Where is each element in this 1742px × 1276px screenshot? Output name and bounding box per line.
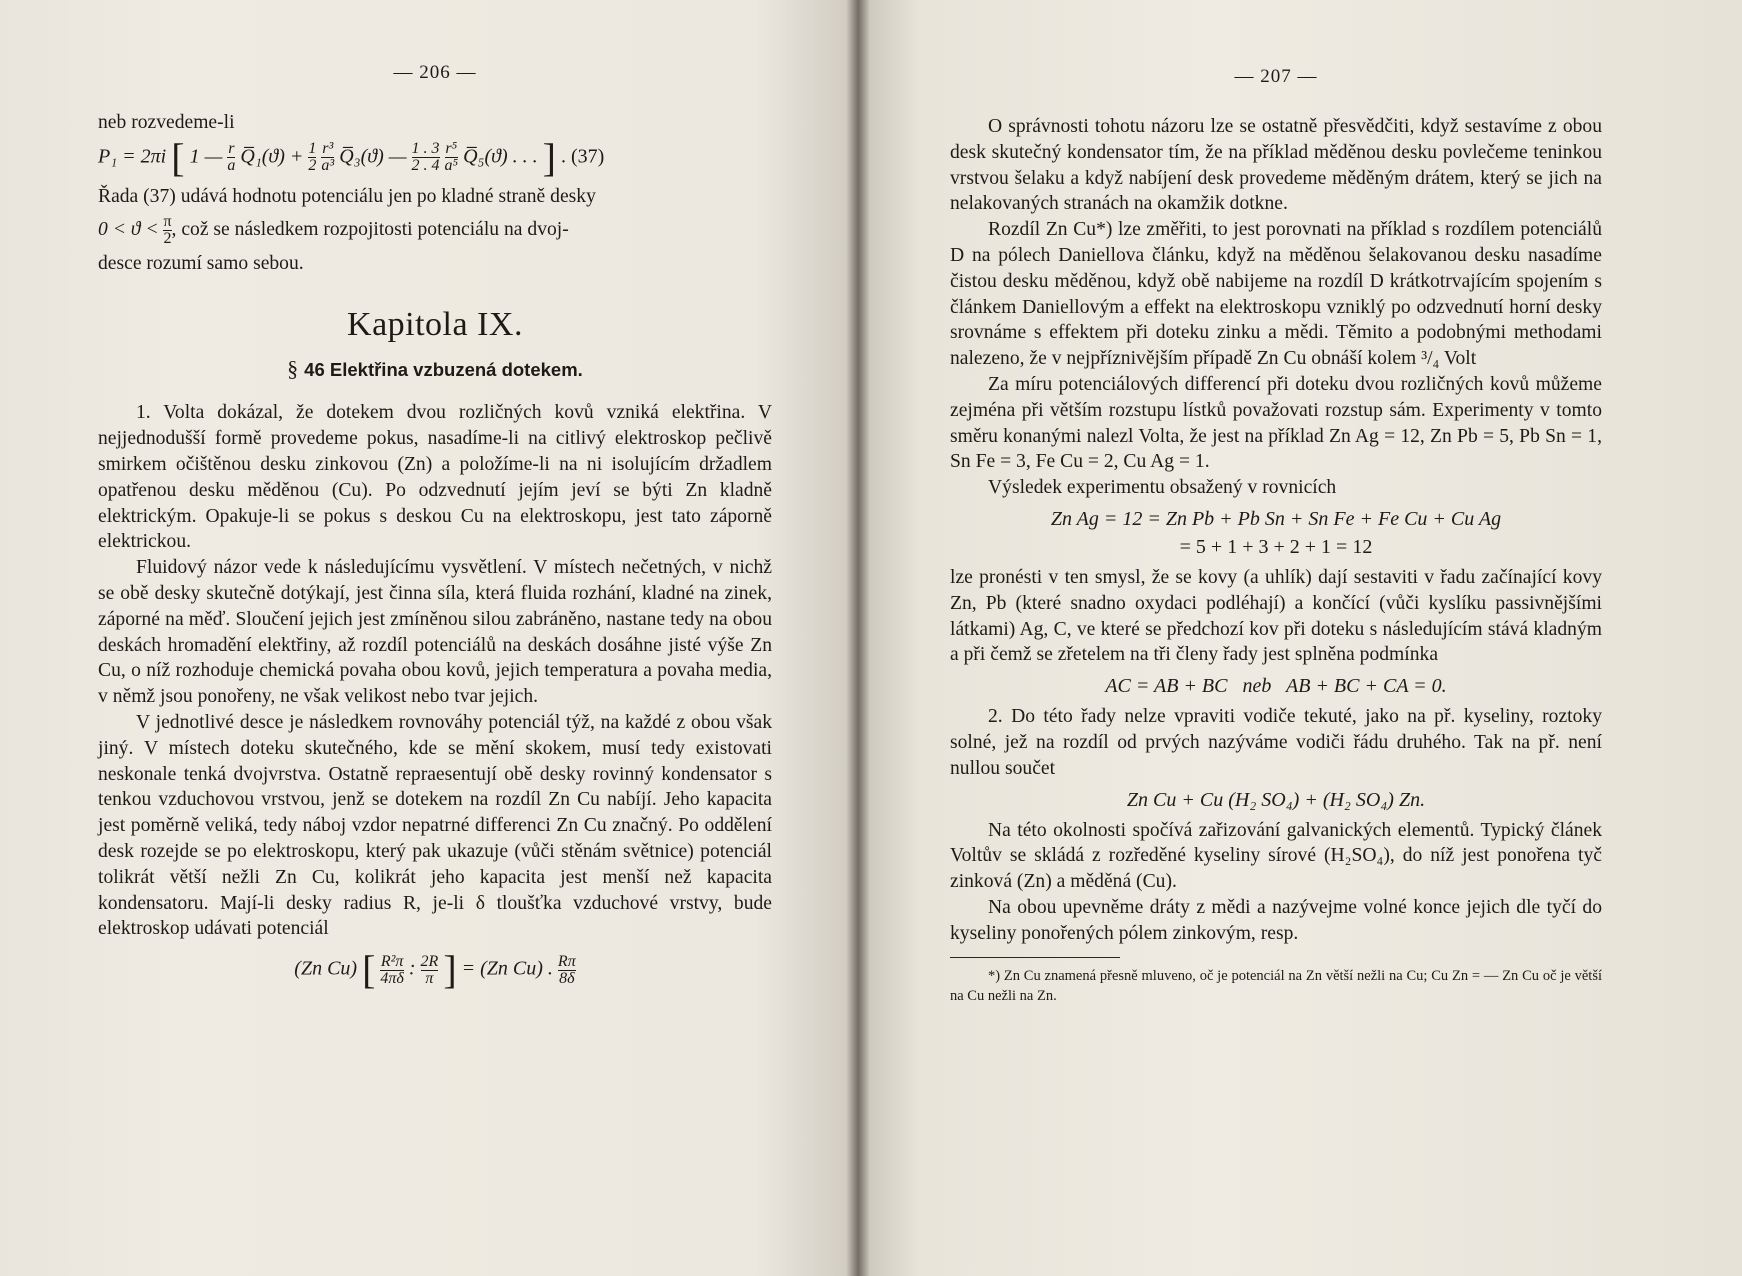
intro-text: neb rozvedeme-li	[98, 112, 235, 133]
footnote-rule	[950, 957, 1120, 958]
paragraph-right-2: Rozdíl Zn Cu*) lze změřiti, to jest porovnati na příklad s rozdílem potenciálů D na pólech Daniellova článku, když na měděnou šelakovanou desku nasadíme čistou desku měděnou, když obě nabijeme na rozdíl D krátkotrvajícím spojením s článkem Daniellovým a effekt na elektroskopu vzniklý po odzvednutí horní desky srovnáme s effektem při doteku zinku a mědi. Těmito a podobnými methodami nalezeno, že v nejpříznivějším případě Zn Cu obnáší kolem ³/₄ Volt	[950, 219, 1602, 370]
paragraph-right-5: lze pronésti v ten smysl, že se kovy (a uhlík) dají sestaviti v řadu začínající kovy Zn, Pb (které snadno oxydaci podléhají) a končící (vůči kyslíku passivnějšími látkami) Ag, C, ve které se předchozí kov při doteku s následujícím stává kladným a při čemž se zřetelem na tři členy řady jest splněna podmínka	[950, 566, 1602, 666]
paragraph-left-3: V jednotlivé desce je následkem rovnováhy potenciál týž, na každé z obou však jiný. V místech doteku skutečného, kde se mění skokem, musí tedy existovati neskonale tenká dvojvrstva. Ostatně repraesentují obě desky rovinný kondensator s tenkou vzduchovou vrstvou, jenž se dotekem na rozdíl Zn Cu nabíjí. Jeho kapacita jest poměrně veliká, tedy náboj vzdor nepatrné differenci Zn Cu značný. Po oddělení desk rozejde se po elektroskopu, který pak ukazuje (vůči stěnám světnice) potenciál tolikrát větší nežli Zn Cu, kolikrát jeho kapacita jest menší než kapacita kondensatoru. Mají-li desky radius R, je-li δ tloušťka vzduchové vrstvy, bude elektroskop udávati potenciál	[98, 711, 772, 940]
footnote: *) Zn Cu znamená přesně mluveno, oč je potenciál na Zn větší nežli na Cu; Cu Zn = — Zn Cu oč je větší na Cu nežli na Zn.	[950, 967, 1602, 1004]
book-gutter	[846, 0, 870, 1276]
page-number-left: — 206 —	[393, 62, 477, 83]
section-sign: §	[287, 356, 299, 382]
paragraph-left-1: 1. Volta dokázal, že dotekem dvou rozličných kovů vzniká elektřina. V nejjednodušší formě provedeme pokus, nasadíme-li na citlivý elektroskop pečlivě smirkem očištěnou desku zinkovou (Zn) a položíme-li na ni isolujícím držadlem opatřenou desku měděnou (Cu). Po odzvednutí jejím jeví se býti Zn kladně elektrickým. Opakuje-li se pokus s deskou Cu na elektroskopu, jest tato záporně elektrickou.	[98, 402, 772, 553]
page-number-right: — 207 —	[1234, 66, 1318, 87]
paragraph-right-7: Na této okolnosti spočívá zařizování galvanických elementů. Typický článek Voltův se skládá z rozředěné kyseliny sírové (H₂SO₄), do níž jest ponořena tyč zinková (Zn) a měděná (Cu).	[950, 819, 1602, 893]
equation-37: P₁ = 2πi [ 1 — $\frac{r}{a}$ Q̅₁(ϑ) + $\frac{1}{2}$ $\frac{\text{r³}}{\text{a³}}$ Q̅₃(ϑ) — $\frac{1 . 3}{2 . 4}$ $\frac{\text{r⁵}}{\text{a⁵}}$ Q̅₅(ϑ) . . . ] . (37)	[98, 134, 605, 180]
section-heading: § 46 Elektřina vzbuzená dotekem.	[287, 356, 583, 382]
paragraph-right-1: O správnosti tohotu názoru lze se ostatně přesvědčiti, když sestavíme z obou desk skutečný kondensator tím, že na příklad měděnou desku povlečeme teninkou vrstvou šelaku a když nabíjení desk provedeme měděným drátem, který se jich na nelakovaných stranách na okamžik dotkne.	[950, 116, 1602, 215]
rada-line-2: 0 < ϑ < $\frac{\pi}{2}$ , což se následkem rozpojitosti potenciálu na dvoj-	[98, 212, 569, 247]
equation-sum-3: Zn Cu + Cu (H₂ SO₄) + (H₂ SO₄) Zn.	[1126, 788, 1426, 811]
paragraph-right-6: 2. Do této řady nelze vpraviti vodiče tekuté, jako na př. kyseliny, roztoky solné, jež na rozdíl od prvých nazýváme vodiči řádu druhého. Tak na př. není nullou součet	[950, 706, 1602, 779]
bracket-close: ]	[542, 134, 556, 180]
rada-line-1: Řada (37) udává hodnotu potenciálu jen po kladné straně desky	[98, 185, 596, 207]
equation-condition: AC = AB + BC neb AB + BC + CA = 0.	[1105, 675, 1447, 698]
equation-sum-1: Zn Ag = 12 = Zn Pb + Pb Sn + Sn Fe + Fe Cu + Cu Ag	[1050, 507, 1502, 530]
right-page	[858, 0, 1742, 1276]
left-page	[0, 0, 858, 1276]
paragraph-right-4: Výsledek experimentu obsažený v rovnicích	[988, 477, 1337, 499]
paragraph-right-8: Na obou upevněme dráty z mědi a nazývejme volné konce jejich dle tyčí do kyseliny ponořených pólem zinkovým, resp.	[950, 896, 1602, 944]
paragraph-left-2: Fluidový názor vede k následujícímu vysvětlení. V místech nečetných, v nichž se obě desky skutečně dotýkají, jest činna síla, která fluida rozhání, kladné na zinek, záporné na měď. Sloučení jejich jest zmíněnou silou zabráněno, nastane tedy na obou deskách hromadění elektřiny, až rozdíl potenciálů na deskách dosáhne jisté výše Zn Cu, o níž rozhoduje chemická povaha obou kovů, jejich temperatura a povaha media, v němž jsou ponořeny, ne však velikost nebo tvar jejich.	[98, 557, 772, 708]
rada-line-3: desce rozumí samo sebou.	[98, 252, 304, 274]
bracket-open: [	[171, 134, 185, 180]
equation-sum-2: = 5 + 1 + 3 + 2 + 1 = 12	[1179, 535, 1373, 558]
paragraph-right-3: Za míru potenciálových differencí při doteku dvou rozličných kovů můžeme zejména při větším rozstupu lístků považovati rozstup sám. Experimenty v tomto směru konanými nalezl Volta, že jest na příklad Zn Ag = 12, Zn Pb = 5, Pb Sn = 1, Sn Fe = 3, Fe Cu = 2, Cu Ag = 1.	[950, 373, 1602, 473]
chapter-title: Kapitola IX.	[347, 306, 523, 344]
equation-potential: (Zn Cu) [ $\frac{\text{R²π}}{4\pi\delta}$ : $\frac{2R}{\pi}$ ] = (Zn Cu) . $\frac{R\pi}{8\delta}$	[294, 947, 576, 993]
